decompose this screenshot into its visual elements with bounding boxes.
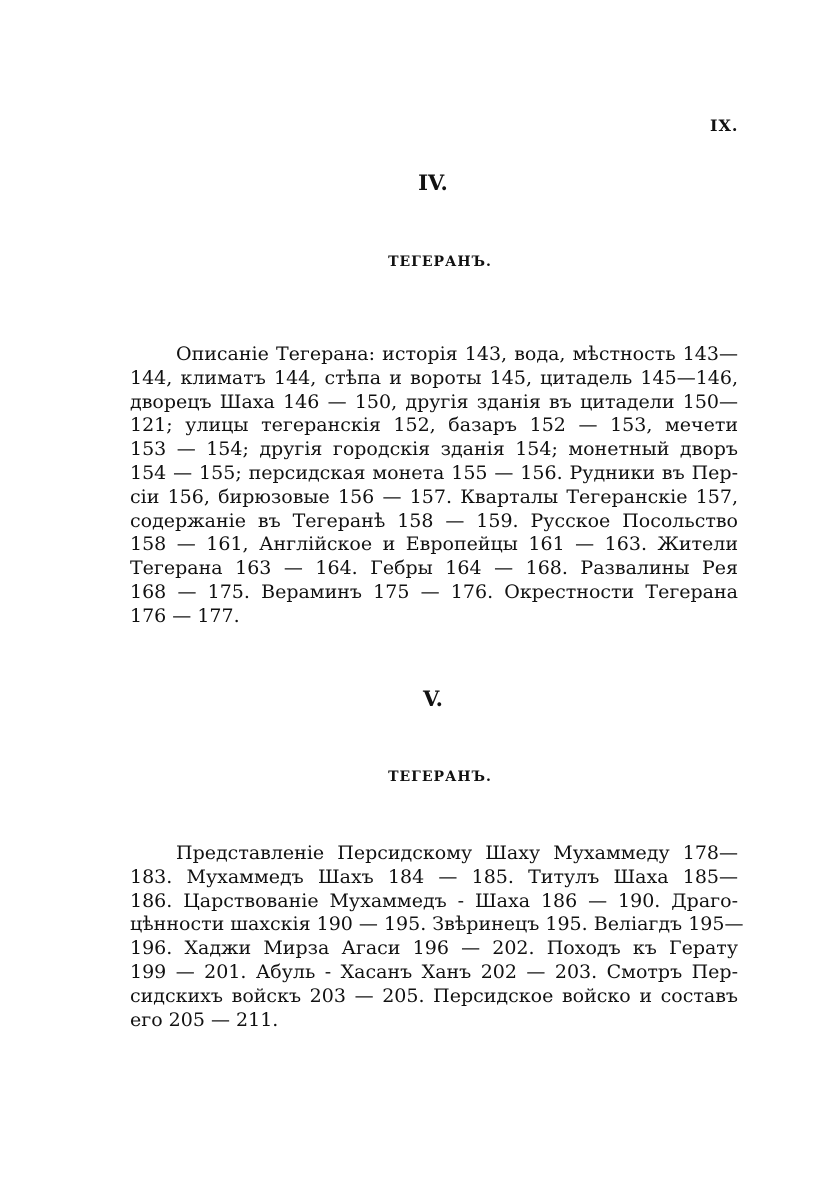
summary-line: Описаніе Тегерана: исторія 143, вода, мѣстность 143— <box>176 343 738 365</box>
summary-line: сидскихъ войскъ 203 — 205. Персидское войско и составъ <box>130 984 738 1007</box>
summary-line: сіи 156, бирюзовые 156 — 157. Кварталы Тегеранскіе 157, <box>130 485 738 508</box>
section-numeral-v: V. <box>423 686 443 711</box>
summary-line: 183. Мухаммедъ Шахъ 184 — 185. Титулъ Шаха 185— <box>130 865 738 888</box>
summary-line: содержаніе въ Тегеранѣ 158 — 159. Русское Посольство <box>130 509 738 532</box>
summary-line: 121; улицы тегеранскія 152, базаръ 152 — 153, мечети <box>130 414 738 437</box>
summary-line: 158 — 161, Англійское и Европейцы 161 — 163. Жители <box>130 533 738 556</box>
summary-line: дворецъ Шаха 146 — 150, другія зданія въ цитадели 150— <box>130 390 738 413</box>
summary-line: 199 — 201. Абуль - Хасанъ Ханъ 202 — 203. Смотръ Пер- <box>130 960 738 983</box>
section-heading-v: ТЕГЕРАНЪ. <box>388 769 492 785</box>
page-number: IX. <box>710 116 739 135</box>
summary-line: цѣнности шахскія 190 — 195. Звѣринецъ 195. Веліагдъ 195— <box>130 913 744 936</box>
summary-line: 144, климатъ 144, стѣпа и вороты 145, цитадель 145—146, <box>130 366 738 389</box>
summary-line: его 205 — 211. <box>130 1008 279 1031</box>
section-summary-v <box>130 842 744 1032</box>
summary-line: Представленіе Персидскому Шаху Мухаммеду 178— <box>176 842 738 864</box>
summary-line: Тегерана 163 — 164. Гебры 164 — 168. Развалины Рея <box>130 557 738 580</box>
summary-line: 196. Хаджи Мирза Агаси 196 — 202. Походъ къ Герату <box>130 937 738 960</box>
section-summary-iv <box>130 343 738 629</box>
summary-line: 186. Царствованіе Мухаммедъ - Шаха 186 — 190. Драго- <box>130 889 738 912</box>
summary-line: 154 — 155; персидская монета 155 — 156. Рудники въ Пер- <box>130 461 738 484</box>
summary-line: 168 — 175. Вераминъ 175 — 176. Окрестности Тегерана <box>130 580 738 603</box>
summary-line: 153 — 154; другія городскія зданія 154; монетный дворъ <box>130 438 738 461</box>
summary-line: 176 — 177. <box>130 604 240 627</box>
section-numeral-iv: IV. <box>418 170 448 195</box>
section-heading-iv: ТЕГЕРАНЪ. <box>388 254 492 270</box>
